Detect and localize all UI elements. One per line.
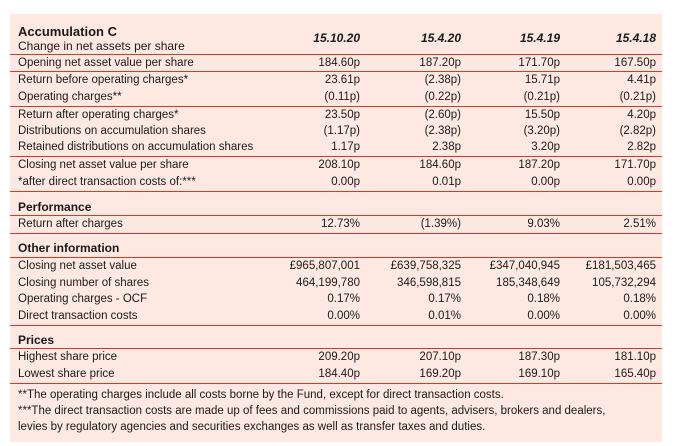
cell: 0.00%	[327, 310, 360, 322]
table-row	[10, 72, 662, 88]
table-row	[10, 366, 662, 382]
column-header: 15.4.19	[519, 31, 560, 45]
cell: 15.71p	[524, 74, 560, 86]
cell: 208.10p	[318, 159, 360, 171]
row-label: Operating charges - OCF	[18, 293, 148, 305]
cell: 2.82p	[627, 141, 656, 153]
cell: £347,040,945	[489, 260, 560, 272]
cell: 0.18%	[623, 293, 656, 305]
table-row	[10, 55, 662, 71]
cell: 187.20p	[419, 57, 461, 69]
cell: 0.00%	[623, 310, 656, 322]
table-title: Accumulation C	[18, 24, 117, 39]
cell: (2.82p)	[619, 125, 656, 137]
table-row	[10, 291, 662, 307]
row-label: Return after operating charges*	[18, 109, 179, 121]
row-label: Closing net asset value	[18, 260, 137, 272]
cell: (2.38p)	[424, 125, 461, 137]
row-label: Opening net asset value per share	[18, 57, 194, 69]
table-row	[10, 89, 662, 105]
table-row	[10, 174, 662, 190]
cell: £181,503,465	[585, 260, 656, 272]
cell: 209.20p	[318, 351, 360, 363]
row-label: Closing net asset value per share	[18, 159, 189, 171]
table-row	[10, 139, 662, 155]
cell: (3.20p)	[523, 125, 560, 137]
footnote: ***The direct transaction costs are made up of fees and commissions paid to agents, advisers, brokers and dealers,	[18, 405, 606, 417]
row-label: Return before operating charges*	[18, 74, 189, 86]
cell: 184.60p	[419, 159, 461, 171]
row-label: *after direct transaction costs of:***	[18, 176, 196, 188]
cell: 9.03%	[527, 218, 560, 230]
cell: 0.00p	[627, 176, 656, 188]
row-label: Distributions on accumulation shares	[18, 125, 206, 137]
cell: 165.40p	[614, 368, 656, 380]
cell: (0.21p)	[619, 91, 656, 103]
cell: 187.20p	[518, 159, 560, 171]
section-heading-prices: Prices	[18, 333, 55, 347]
cell: 464,199,780	[296, 277, 360, 289]
accumulation-c-table	[10, 14, 662, 442]
column-header-row	[10, 30, 662, 46]
divider	[10, 383, 662, 384]
table-row	[10, 157, 662, 173]
row-label: Direct transaction costs	[18, 310, 138, 322]
table-row	[10, 308, 662, 324]
cell: (0.11p)	[324, 91, 360, 103]
cell: 184.60p	[318, 57, 360, 69]
cell: 12.73%	[320, 218, 360, 230]
cell: 3.20p	[531, 141, 560, 153]
cell: 346,598,815	[397, 277, 461, 289]
cell: 2.38p	[432, 141, 461, 153]
column-header: 15.4.20	[420, 31, 461, 45]
cell: 0.17%	[327, 293, 360, 305]
table-row	[10, 258, 662, 274]
cell: 169.10p	[518, 368, 560, 380]
row-label: Retained distributions on accumulation shares	[18, 141, 254, 153]
row-label: Highest share price	[18, 351, 118, 363]
cell: (1.39%)	[420, 218, 461, 230]
cell: 0.00p	[331, 176, 360, 188]
column-header: 15.4.18	[615, 31, 656, 45]
cell: £639,758,325	[390, 260, 461, 272]
cell: (2.38p)	[424, 74, 461, 86]
section-heading-performance: Performance	[18, 200, 92, 214]
table-row	[10, 349, 662, 365]
cell: 167.50p	[614, 57, 656, 69]
cell: (0.21p)	[523, 91, 560, 103]
table-subtitle: Change in net assets per share	[18, 39, 185, 53]
row-label: Return after charges	[18, 218, 123, 230]
cell: 0.17%	[428, 293, 461, 305]
cell: 171.70p	[614, 159, 656, 171]
footnote: **The operating charges include all costs borne by the Fund, except for direct transaction costs.	[18, 389, 504, 401]
divider	[10, 191, 662, 192]
cell: (0.22p)	[424, 91, 461, 103]
cell: 4.41p	[627, 74, 656, 86]
cell: 23.61p	[324, 74, 360, 86]
footnote: levies by regulatory agencies and securities exchanges as well as transfer taxes and duties.	[18, 421, 486, 433]
cell: 0.01%	[428, 310, 461, 322]
table-row	[10, 275, 662, 291]
cell: 105,732,294	[592, 277, 656, 289]
table-row	[10, 123, 662, 139]
cell: 0.01p	[432, 176, 461, 188]
cell: 171.70p	[518, 57, 560, 69]
cell: (2.60p)	[424, 109, 461, 121]
cell: 184.40p	[318, 368, 360, 380]
table-row	[10, 216, 662, 232]
cell: 0.00p	[531, 176, 560, 188]
divider	[10, 325, 662, 326]
cell: 23.50p	[324, 109, 360, 121]
section-heading-other-information: Other information	[18, 241, 120, 255]
row-label: Closing number of shares	[18, 277, 150, 289]
column-header: 15.10.20	[313, 31, 360, 45]
row-label: Lowest share price	[18, 368, 115, 380]
cell: 181.10p	[614, 351, 656, 363]
cell: 169.20p	[419, 368, 461, 380]
cell: 1.17p	[331, 141, 360, 153]
cell: 185,348,649	[496, 277, 560, 289]
cell: 187.30p	[518, 351, 560, 363]
cell: 15.50p	[524, 109, 560, 121]
cell: (1.17p)	[323, 125, 360, 137]
row-label: Operating charges**	[18, 91, 122, 103]
cell: 207.10p	[419, 351, 461, 363]
divider	[10, 233, 662, 234]
cell: 0.00%	[527, 310, 560, 322]
cell: 0.18%	[527, 293, 560, 305]
cell: £965,807,001	[289, 260, 360, 272]
cell: 4.20p	[627, 109, 656, 121]
table-row	[10, 107, 662, 123]
cell: 2.51%	[623, 218, 656, 230]
